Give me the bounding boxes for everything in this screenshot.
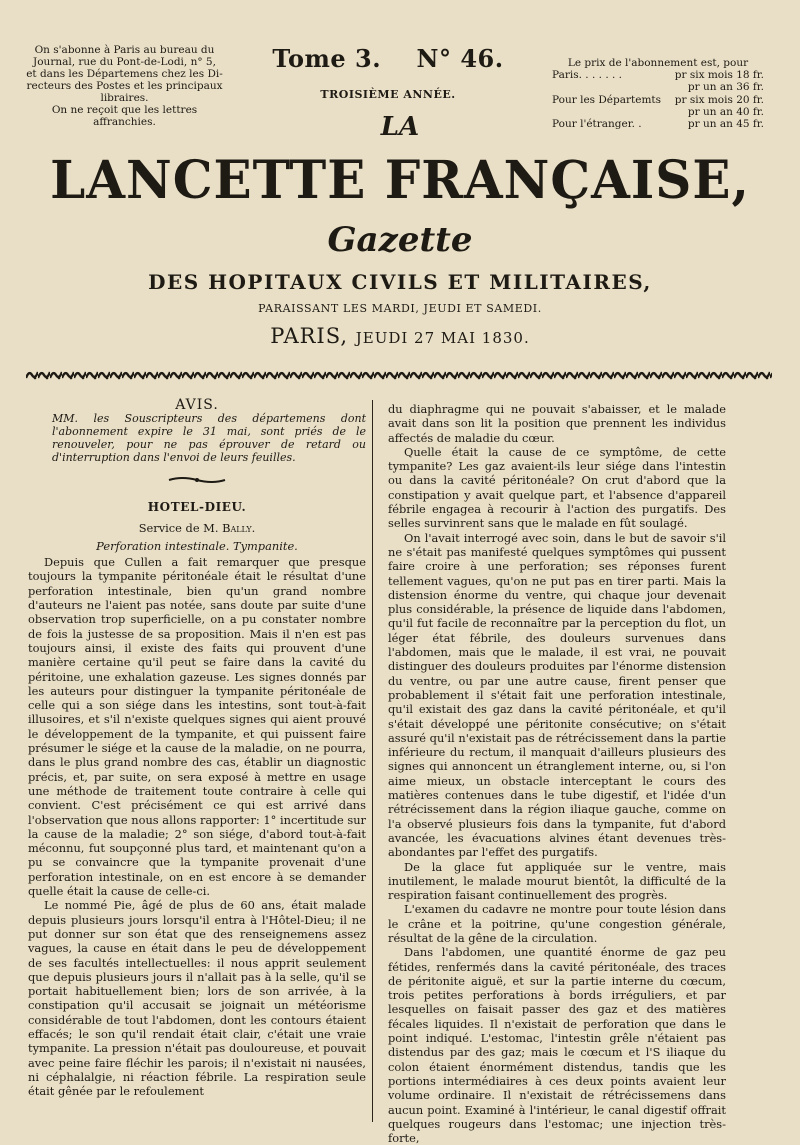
price-row [552, 94, 764, 106]
article-paragraph: Dans l'abdomen, une quantité énorme de gaz peu fétides, renfermés dans la cavité péritonéale, des traces de péritonite aiguë, et sur la partie interne du cœcum, trois petites perforations à bords irréguliers, et par lesquelles on faisait passer des gaz et des matières fécales liquides. Il n'existait de perforation que dans le point indiqué. L'estomac, l'intestin grêle n'étaient pas distendus par des gaz; mais le cœcum et l'S iliaque du colon étaient énormément distendus, tandis que les portions intermédiaires à ces deux points avaient leur volume ordinaire. Il n'existait de rétrécissemens dans aucun point. Examiné à l'intérieur, le canal digestif offrait quelques rougeurs dans l'estomac; une injection très-forte, [388, 945, 726, 1145]
price-label [552, 81, 644, 93]
dateline: PARIS, JEUDI 27 MAI 1830. [270, 324, 530, 348]
service-prefix: Service de M. [138, 520, 219, 535]
article-subtitle: Perforation intestinale. Tympanite. [96, 538, 298, 553]
tome-label: Tome 3. [272, 44, 382, 73]
price-table [552, 57, 764, 130]
price-label: Pour l'étranger. . [552, 118, 642, 131]
avis-title: AVIS. [175, 397, 219, 413]
year-label: TROISIÈME ANNÉE. [320, 88, 456, 101]
service-name: Bally. [222, 520, 256, 535]
service-line [28, 521, 366, 535]
fleuron-ornament [167, 476, 227, 484]
subscription-line: Journal, rue du Pont-de-Lodi, n° 5, [33, 56, 216, 68]
price-intro: Le prix de l'abonnement est, pour [567, 57, 749, 69]
price-label: Paris. . . . . . . [552, 69, 623, 82]
price-row [552, 81, 764, 93]
masthead-title: LANCETTE FRANÇAISE, [50, 148, 750, 211]
article-paragraph: Le nommé Pie, âgé de plus de 60 ans, était malade depuis plusieurs jours lorsqu'il entra à l'Hôtel-Dieu; il ne put donner sur son état que des renseignemens assez vagues, la cause en était dans le peu de développement de ses facultés intellectuelles: il nous apprit seulement que depuis plusieurs jours il n'allait pas à la selle, qu'il se portait habituellement bien; lors de son arrivée, à la constipation qu'il accusait se joignait un météorisme considérable de tout l'abdomen, dont les contours étaient effacés; le son qu'il rendait était clair, c'était une vraie tympanite. La pression n'était pas douloureuse, et pouvait avec peine faire fléchir les parois; il n'existait ni nausées, ni céphalalgie, ni réaction fébrile. La respiration seule était gênée par le refoulement [28, 898, 366, 1099]
left-column [28, 398, 366, 1098]
article-paragraph: L'examen du cadavre ne montre pour toute lésion dans le crâne et la poitrine, qu'une congestion générale, résultat de la gêne de la circulation. [388, 902, 726, 945]
issue-date: JEUDI 27 MAI 1830. [355, 329, 530, 347]
price-row [552, 106, 764, 118]
price-value: pr un an 36 fr. [687, 81, 764, 94]
price-label [552, 106, 644, 118]
article-paragraph: Quelle était la cause de ce symptôme, de cette tympanite? Les gaz avaient-ils leur siége dans l'intestin ou dans la cavité péritonéale? On crut d'abord que la constipation y avait quelque part, et l'absence d'appareil fébrile engagea à recourir à l'action des purgatifs. Des selles survinrent sans que le malade en fût soulagé. [388, 444, 726, 531]
publication-days: PARAISSANT LES MARDI, JEUDI ET SAMEDI. [258, 302, 542, 315]
price-value: pr six mois 18 fr. [674, 69, 764, 82]
article-paragraph: De la glace fut appliquée sur le ventre, mais inutilement, le malade mourut bientôt, la difficulté de la respiration faisant continuellement des progrès. [388, 859, 726, 903]
masthead-subtitle: DES HOPITAUX CIVILS ET MILITAIRES, [148, 270, 652, 294]
issue-number: N° 46. [416, 44, 504, 73]
column-divider [372, 400, 373, 1122]
ornamental-rule [26, 368, 772, 382]
price-label: Pour les Départemts [552, 93, 662, 106]
gazette-title: Gazette [327, 220, 473, 260]
price-row [552, 69, 764, 81]
subscription-notice [22, 44, 227, 128]
right-column [388, 402, 726, 1145]
subscription-line: libraires. [100, 92, 149, 104]
subscription-line: recteurs des Postes et les principaux [26, 80, 223, 92]
article-paragraph: du diaphragme qui ne pouvait s'abaisser, et le malade avait dans son lit la position que prennent les individus affectés de maladie du cœur. [388, 402, 726, 445]
volume-number [258, 44, 518, 73]
article-paragraph: Depuis que Cullen a fait remarquer que presque toujours la tympanite péritonéale était le résultat d'une perforation intestinale, bien qu'un grand nombre d'auteurs ne l'aient pas notée, sans doute par suite d'une observation trop superficielle, on a pu constater nombre de fois la justesse de sa proposition. Mais il n'en est pas toujours ainsi, il existe des faits qui prouvent d'une manière certaine qu'il peut se faire dans la cavité du péritoine, une exhalation gazeuse. Les signes donnés par les auteurs pour distinguer la tympanite péritonéale de celle qui a son siége dans les intestins, sont tout-à-fait illusoires, et s'il n'existe quelques signes qui aient prouvé le développement de la tympanite, et qui puissent faire présumer le siége et la cause de la maladie, on ne pourra, dans le plus grand nombre des cas, établir un diagnostic précis, et, par suite, on sera exposé à mettre en usage une méthode de traitement toute contraire à celle qui convient. C'est précisément ce qui est arrivé dans l'observation que nous allons rapporter: 1° incertitude sur la cause de la maladie; 2° son siége, d'abord tout-à-fait méconnu, fut soupçonné plus tard, et maintenant qu'on a pu se convaincre que la tympanite provenait d'une perforation intestinale, on en est encore à se demander quelle était la cause de celle-ci. [28, 555, 366, 899]
price-value: pr un an 40 fr. [687, 105, 764, 118]
price-value: pr un an 45 fr. [687, 118, 764, 131]
city: PARIS [270, 324, 341, 348]
price-value: pr six mois 20 fr. [674, 93, 764, 106]
article-la: LA [380, 112, 420, 142]
section-title: HOTEL-DIEU. [147, 500, 247, 515]
subscription-line: et dans les Départemens chez les Di- [26, 68, 223, 80]
price-row [552, 118, 764, 130]
article-paragraph: On l'avait interrogé avec soin, dans le but de savoir s'il ne s'était pas manifesté quelques symptômes qui pussent faire croire à une perforation; ses réponses furent tellement vagues, qu'on ne put pas en tirer parti. Mais la distension énorme du ventre, qui chaque jour devenait plus considérable, la présence de liquide dans l'abdomen, qu'il fut facile de reconnaître par la perception du flot, un léger état fébrile, des douleurs survenues dans l'abdomen, mais que le malade, il est vrai, ne pouvait distinguer des douleurs produites par l'énorme distension du ventre, ou par une autre cause, firent penser que probablement il s'était fait une perforation intestinale, qu'il existait des gaz dans la cavité péritonéale, et qu'il s'était développé une péritonite consécutive; on s'était assuré qu'il n'existait pas de rétrécissement dans la partie inférieure du rectum, il manquait d'ailleurs plusieurs des signes qui annoncent un étranglement interne, ou, si l'on aime mieux, un obstacle interceptant le cours des matières contenues dans le tube digestif, et l'idée d'un rétrécissement dans la région iliaque gauche, comme on l'a observé plusieurs fois dans la tympanite, fut d'abord avancée, les évacuations alvines étant devenues très-abondantes par l'effet des purgatifs. [388, 530, 726, 860]
avis-body: MM. les Souscripteurs des départemens dont l'abonnement expire le 31 mai, sont priés de le renouveler, pour ne pas éprouver de retard ou d'interruption dans l'envoi de leurs feuilles. [52, 412, 366, 465]
subscription-line: On s'abonne à Paris au bureau du [34, 44, 215, 56]
subscription-line: On ne reçoit que les lettres affranchies. [51, 104, 198, 128]
